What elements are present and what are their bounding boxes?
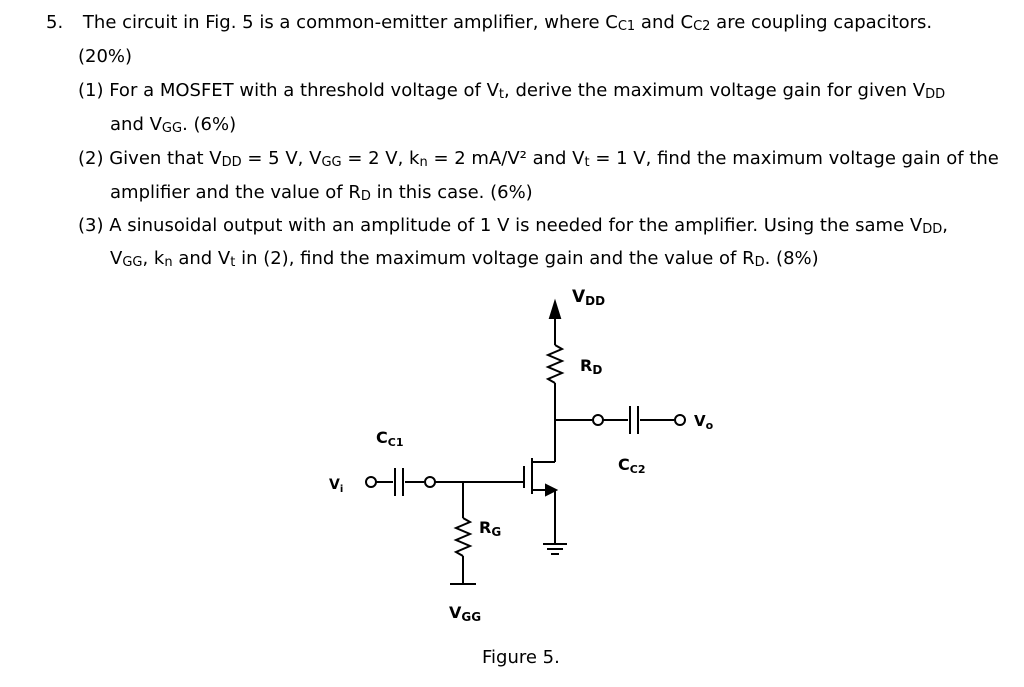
rd-label: RD xyxy=(580,356,603,377)
cc1-label: CC1 xyxy=(376,428,404,449)
figure-caption: Figure 5. xyxy=(482,647,560,668)
cc2-label: CC2 xyxy=(618,455,646,476)
vo-terminal xyxy=(675,415,685,425)
part-2-line-2: amplifier and the value of RD in this case. (6%) xyxy=(110,182,533,204)
output-node xyxy=(593,415,603,425)
problem-weight: (20%) xyxy=(78,46,133,67)
rg-resistor xyxy=(456,518,470,556)
gate-node xyxy=(425,477,435,487)
rd-resistor xyxy=(548,345,562,383)
part-3-line-1: (3) A sinusoidal output with an amplitude of 1 V is needed for the amplifier. Using the same VDD, xyxy=(78,215,948,237)
rg-label: RG xyxy=(479,518,502,539)
vo-label: $V_o$ xyxy=(694,412,714,432)
vdd-label: VDD xyxy=(572,287,606,308)
part-3-line-2: VGG, kn and Vt in (2), find the maximum voltage gain and the value of RD. (8%) xyxy=(110,248,819,270)
vdd-arrow-icon xyxy=(550,302,560,318)
part-1-line-1: (1) For a MOSFET with a threshold voltage of Vt, derive the maximum voltage gain for given VDD xyxy=(78,80,946,102)
vi-label: $V_i$ xyxy=(329,477,344,495)
vgg-label: VGG xyxy=(449,603,482,624)
problem-line-1: 5. The circuit in Fig. 5 is a common-emitter amplifier, where CC1 and CC2 are coupling capacitors. xyxy=(46,12,933,34)
part-2-line-1: (2) Given that VDD = 5 V, VGG = 2 V, kn = 2 mA/V² and Vt = 1 V, find the maximum voltage gain of the xyxy=(78,148,999,170)
problem-number: 5. xyxy=(46,12,64,33)
part-1-line-2: and VGG. (6%) xyxy=(110,114,237,136)
vi-terminal xyxy=(366,477,376,487)
circuit-diagram xyxy=(300,275,760,624)
